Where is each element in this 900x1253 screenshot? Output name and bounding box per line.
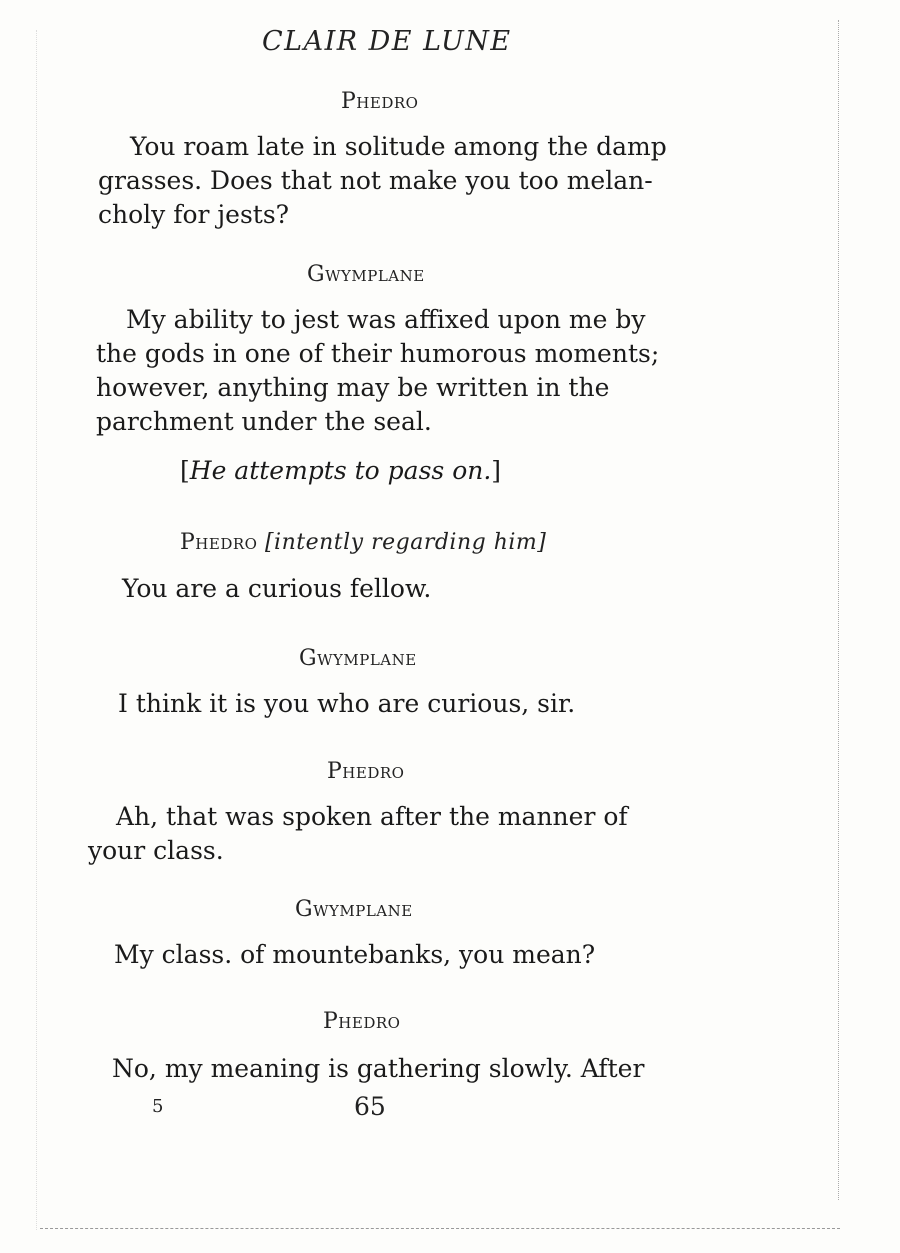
- speaker-name: Phedro: [327, 759, 405, 784]
- speech: [114, 938, 595, 972]
- stage-direction: [He attempts to pass on.]: [180, 456, 502, 485]
- speech-line: No, my meaning is gathering slowly. After: [112, 1054, 645, 1083]
- speech-line: My class. of mountebanks, you mean?: [114, 940, 596, 969]
- speaker-heading: Phedro [intently regarding him]: [180, 530, 547, 555]
- speech: [118, 687, 575, 721]
- speech-line: however, anything may be written in the: [96, 373, 610, 402]
- speech-line: You roam late in solitude among the damp: [130, 132, 667, 161]
- speaker-name: Phedro: [180, 530, 258, 555]
- speech-line: I think it is you who are curious, sir.: [118, 689, 576, 718]
- running-head: CLAIR DE LUNE: [262, 26, 512, 57]
- speech-line: the gods in one of their humorous moments;: [96, 339, 660, 368]
- speech-line: choly for jests?: [98, 200, 290, 229]
- left-edge: [36, 30, 37, 1230]
- speaker-name: Phedro: [323, 1009, 401, 1034]
- stage-direction-text: He attempts to pass on.: [189, 456, 492, 485]
- speaker-direction: intently regarding him: [274, 530, 538, 555]
- speech-line: My ability to jest was affixed upon me by: [126, 305, 646, 334]
- speaker-name: Gwymplane: [295, 897, 413, 922]
- speech-line: grasses. Does that not make you too melan-: [98, 166, 653, 195]
- signature-mark: 5: [152, 1096, 164, 1117]
- speech: [88, 800, 666, 868]
- speech-line: parchment under the seal.: [96, 407, 432, 436]
- bottom-edge: [40, 1228, 840, 1229]
- page-number: 65: [354, 1092, 386, 1121]
- speaker-name: Phedro: [341, 89, 419, 114]
- speech: [112, 1052, 644, 1086]
- speech-line: You are a curious fellow.: [122, 574, 432, 603]
- speech: [122, 572, 431, 606]
- speech: [98, 130, 680, 232]
- gutter-edge: [838, 20, 839, 1200]
- speech: [96, 303, 678, 439]
- speaker-name: Gwymplane: [307, 262, 425, 287]
- speech-line: Ah, that was spoken after the manner of: [116, 802, 628, 831]
- speech-line: your class.: [88, 836, 224, 865]
- speaker-name: Gwymplane: [299, 646, 417, 671]
